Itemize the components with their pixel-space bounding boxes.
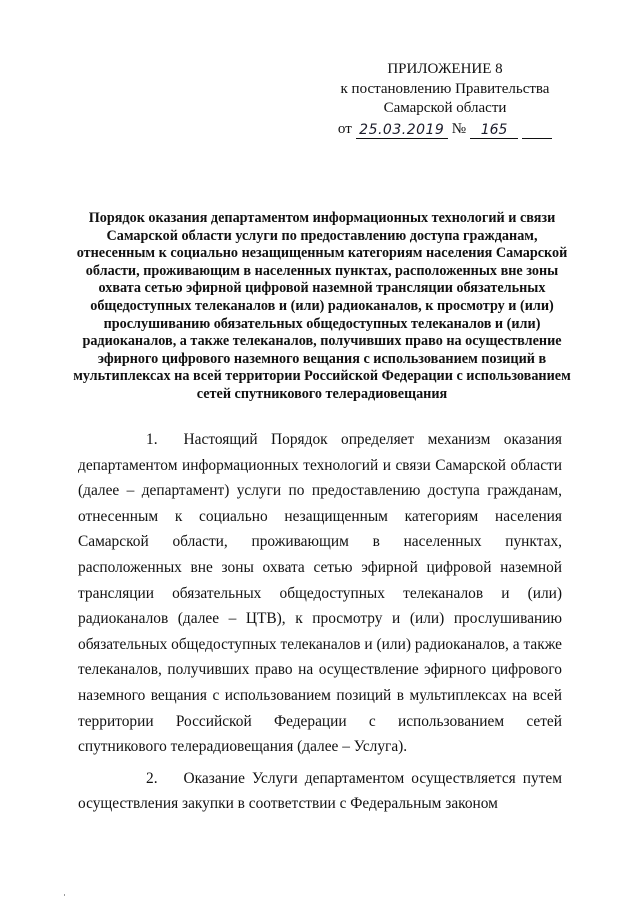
paragraph-text: Настоящий Порядок определяет механизм оказания департаментом информационных технологий и связи Самарской области (далее – департамент) услуги по предоставлению доступа гражданам, отнесенным к социально незащищенным категориям населения Самарской области, проживающим в населенных пунктах, расположенных вне зоны охвата сетью эфирной цифровой наземной трансляции обязательных общедоступных телеканалов и (или) радиоканалов (далее – ЦТВ), к просмотру и (или) прослушиванию обязательных общедоступных телеканалов и (или) радиоканалов, а также телеканалов, получивших право на осуществление эфирного цифрового наземного вещания с использованием позиций в мультиплексах на всей территории Российской Федерации с использованием сетей спутникового телерадиовещания (далее – Услуга). (78, 431, 562, 756)
annex-title: ПРИЛОЖЕНИЕ 8 (387, 61, 503, 77)
paragraph-number: 1. (146, 431, 158, 448)
document-title: Порядок оказания департаментом информационных технологий и связи Самарской области услуги по предоставлению доступа гражданам, отнесенным к социально незащищенным категориям населения Самарской области, проживающим в населенных пунктах, расположенных вне зоны охвата сетью эфирной цифровой наземной трансляции обязательных общедоступных телеканалов и (или) радиоканалов, к просмотру и (или) прослушиванию обязательных общедоступных телеканалов и (или) радиоканалов, а также телеканалов, получивших право на осуществление эфирного цифрового наземного вещания с использованием позиций в мультиплексах на всей территории Российской Федерации с использованием сетей спутникового телерадиовещания (73, 210, 571, 402)
paragraph-1 (78, 427, 562, 760)
annex-block (300, 60, 590, 139)
handwritten-number: 165 (470, 122, 518, 139)
date-prefix: от (337, 120, 352, 137)
document-body (78, 427, 562, 817)
paragraph-number: 2. (146, 769, 158, 787)
annex-line-region: Самарской области (383, 100, 507, 116)
paragraph-2 (78, 766, 562, 817)
annex-date-number-line (300, 120, 590, 140)
number-sign: № (451, 120, 467, 137)
scan-speck (64, 894, 65, 896)
handwritten-date: 25.03.2019 (356, 122, 448, 139)
annex-line-resolution: к постановлению Правительства (340, 80, 550, 97)
paragraph-text: Оказание Услуги департаментом осуществляется путем осуществления закупки в соответствии с Федеральным законом (78, 769, 562, 813)
underline-tail (522, 124, 552, 139)
